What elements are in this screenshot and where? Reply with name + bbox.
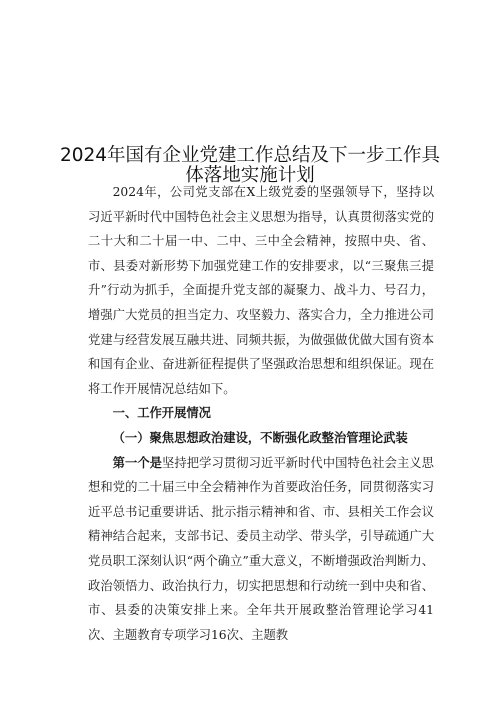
body-paragraph [88,451,434,648]
paragraph-text: 坚持把学习贯彻习近平新时代中国特色社会主义思想和党的二十届三中全会精神作为首要政治任务，同贯彻落实习近平总书记重要讲话、批示指示精神和省、市、县相关工作会议精神结合起来，支部书记、委员主动学、带头学，引导疏通广大党员职工深刻认识“两个确立”重大意义，不断增强政治判断力、政治领悟力、政治执行力，切实把思想和行动统一到中央和省、市、县委的决策安排上来。全年共开展政整治管理论学习41次、主题教育专项学习16次、主题教 [88,455,434,642]
document-title-line2: 体落地实施计划 [185,165,315,186]
section-heading: 一、工作开展情况 [112,406,211,421]
subsection-heading: （一）聚焦思想政治建设，不断强化政整治管理论武装 [112,430,408,445]
paragraph-lead: 第一个是 [112,455,163,470]
document-body [88,180,434,647]
intro-paragraph: 2024年，公司党支部在X上级党委的坚强领导下，坚持以习近平新时代中国特色社会主义思想为指导，认真贯彻落实党的二十大和二十届一中、二中、三中全会精神，按照中央、省、市、县委对新形势下加强党建工作的安排要求，以“三聚焦三提升”行动为抓手，全面提升党支部的凝聚力、战斗力、号召力，增强广大党员的担当定力、攻坚毅力、落实合力，全力推进公司党建与经营发展互融共进、同频共振，为做强做优做大国有资本和国有企业、奋进新征程提供了坚强政治思想和组织保证。现在将工作开展情况总结如下。 [88,185,434,396]
document-title-line1: 2024年国有企业党建工作总结及下一步工作具 [59,145,441,166]
